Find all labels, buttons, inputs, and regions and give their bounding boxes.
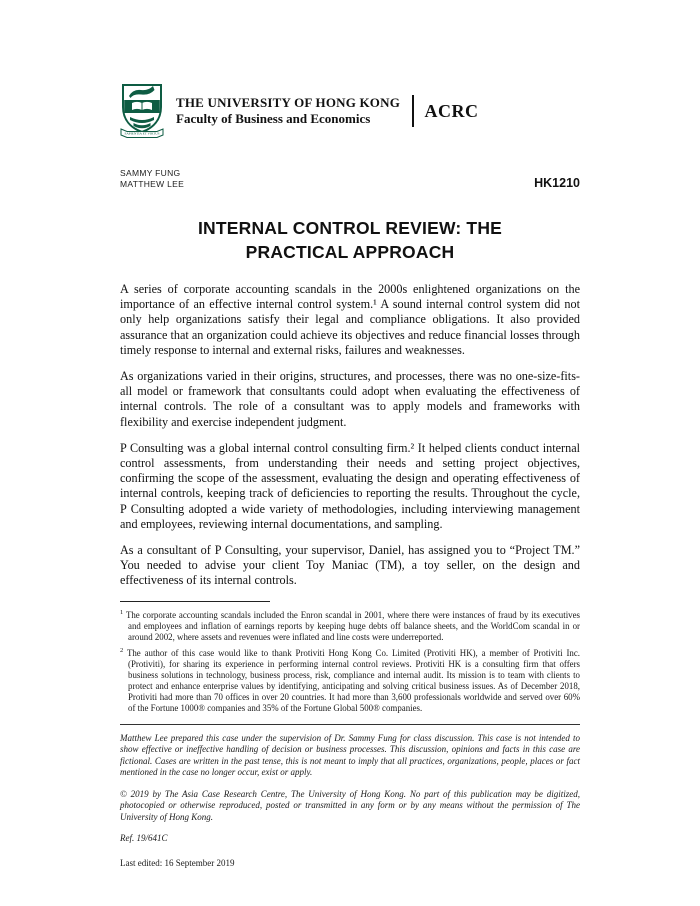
university-name: THE UNIVERSITY OF HONG KONG: [176, 95, 401, 110]
footnote-2-text: The author of this case would like to thank Protiviti Hong Kong Co. Limited (Protiviti HK), a member of Protiviti Inc. (Protiviti), for sharing its experience in performing internal control reviews. Protiviti HK is a consulting firm that offers business solutions in technology, business process, risk, compliance and internal audit. Its mission is to team with clients to protect and enhance enterprise values by identifying, anticipating and solving critical business issues. As of December 2018, Protiviti had more than 70 offices in over 20 countries. It had more than 3,600 professionals worldwide and served over 60% of the Fortune 1000® companies and 35% of the Fortune Global 500® companies.: [126, 647, 581, 713]
footnote-1: [120, 607, 580, 643]
masthead: [120, 82, 580, 140]
case-number: HK1210: [534, 176, 580, 190]
centre-name: ACRC: [424, 100, 479, 121]
body-paragraph-2: As organizations varied in their origins, structures, and processes, there was no one-size-fits-all model or framework that consultants could adopt when evaluating the effectiveness of internal controls. The role of a consultant was to apply models and frameworks with flexibility and exercise independent judgment.: [120, 369, 580, 429]
meta-row: [120, 168, 580, 190]
last-edited-date: Last edited: 16 September 2019: [120, 857, 235, 868]
footnote-2-number: 2: [120, 646, 124, 654]
reference-number: Ref. 19/641C: [120, 833, 168, 844]
footnote-2: [120, 645, 580, 714]
institution-block: [176, 95, 400, 127]
author-name-2: MATTHEW LEE: [120, 179, 185, 189]
logo-motto: SAPIENTIA ET VIRTUS: [124, 131, 160, 136]
header-divider: [412, 95, 414, 127]
horizontal-rule: [120, 724, 580, 725]
faculty-name: Faculty of Business and Economics: [176, 111, 371, 126]
footnote-1-number: 1: [120, 608, 124, 616]
body-paragraph-4: As a consultant of P Consulting, your supervisor, Daniel, has assigned you to “Project TM.” You needed to advise your client Toy Maniac (TM), a toy seller, on the design and effectiveness of its internal controls.: [120, 543, 580, 588]
body-text: [120, 282, 580, 589]
case-disclaimer: Matthew Lee prepared this case under the supervision of Dr. Sammy Fung for class discussion. This case is not intended to show effective or ineffective handling of decision or business processes. This discussion, opinions and facts in this case are fictional. Cases are written in the past tense, this is not meant to imply that all practices, organizations, people, places or fact mentioned in the case no longer occur, exist or apply.: [120, 732, 580, 778]
footnotes: [120, 607, 580, 714]
footnote-separator: [120, 601, 270, 602]
case-title: INTERNAL CONTROL REVIEW: THE PRACTICAL APPROACH: [197, 218, 503, 262]
authors-block: [120, 168, 184, 190]
copyright-notice: © 2019 by The Asia Case Research Centre, The University of Hong Kong. No part of this publication may be digitized, photocopied or otherwise reproduced, posted or transmitted in any form or by any means without the permission of The University of Hong Kong.: [120, 788, 580, 822]
hku-crest-logo-icon: [120, 83, 164, 139]
author-name-1: SAMMY FUNG: [120, 168, 181, 178]
footnote-1-text: The corporate accounting scandals included the Enron scandal in 2001, where there were instances of fraud by its executives and employees and inflation of earnings reports by keeping huge debts off balance sheets, and the WorldCom scandal in or around 2002, where assets and revenues were inflated and line costs were underreported.: [125, 609, 580, 642]
body-paragraph-3: P Consulting was a global internal control consulting firm.² It helped clients conduct internal control assessments, from understanding their needs and setting project objectives, confirming the scope of the assessment, evaluating the design and operating effectiveness of internal controls, keeping track of deficiencies to reporting the results. Throughout the cycle, P Consulting adopted a wide variety of methodologies, including interviewing management and employees, reviewing internal documentations, and sampling.: [120, 440, 580, 531]
body-paragraph-1: A series of corporate accounting scandals in the 2000s enlightened organizations on the importance of an effective internal control system.¹ A sound internal control system did not only help organizations satisfy their legal and compliance obligations. It also provided assurance that an organization could achieve its objectives and reduce financial losses through timely response to internal and external risks, failures and weaknesses.: [120, 282, 580, 357]
